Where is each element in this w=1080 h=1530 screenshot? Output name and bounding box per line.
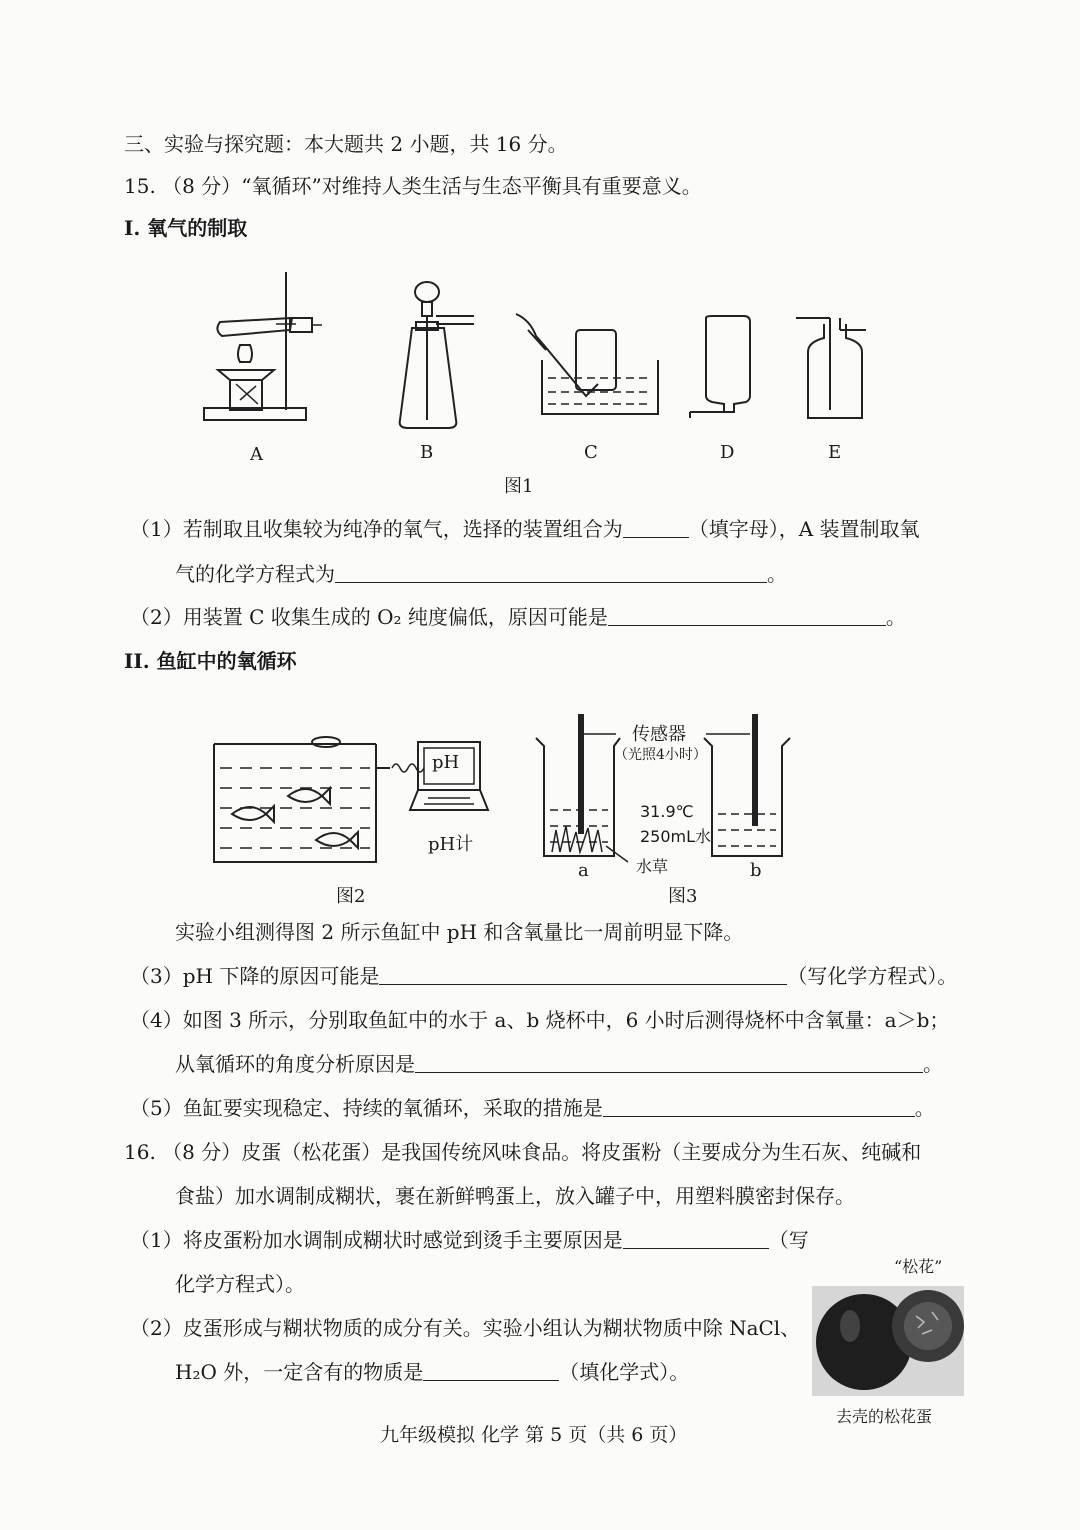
photo-top-label: “松花” — [894, 1257, 943, 1276]
q15-3-text: （3）pH 下降的原因可能是 — [130, 964, 380, 988]
beaker-a — [536, 714, 628, 862]
q16-2-line2 — [175, 1358, 689, 1386]
fig1-label-b: B — [420, 442, 434, 463]
q16-stem-line1: 16. （8 分）皮蛋（松花蛋）是我国传统风味食品。将皮蛋粉（主要成分为生石灰、纯碱和 — [124, 1140, 922, 1164]
answer-blank-q15-5[interactable] — [603, 1096, 915, 1117]
q15-1-end: 。 — [767, 562, 787, 586]
answer-blank-q16-1[interactable] — [623, 1228, 769, 1249]
q15-1-text-b: （填字母），A 装置制取氧 — [688, 517, 920, 541]
fish-tank — [214, 737, 424, 862]
part1-title: I. 氧气的制取 — [124, 216, 248, 240]
q16-stem-line2: 食盐）加水调制成糊状，裹在新鲜鸭蛋上，放入罐子中，用塑料膜密封保存。 — [175, 1184, 855, 1208]
fig2-caption: 图2 — [336, 886, 366, 907]
q15-stem: 15. （8 分）“氧循环”对维持人类生活与生态平衡具有重要意义。 — [124, 174, 702, 198]
q15-5-text: （5）鱼缸要实现稳定、持续的氧循环，采取的措施是 — [130, 1096, 603, 1120]
answer-blank-q15-3[interactable] — [379, 964, 787, 985]
q15-3-end: （写化学方程式）。 — [787, 964, 958, 988]
plant-label: 水草 — [636, 857, 669, 876]
beaker-a-label: a — [578, 860, 589, 881]
q15-4-line2 — [175, 1050, 943, 1078]
q15-5-line — [130, 1094, 935, 1122]
fig3-caption: 图3 — [668, 886, 698, 907]
q16-1-text-a: （1）将皮蛋粉加水调制成糊状时感觉到烫手主要原因是 — [130, 1228, 623, 1252]
q15-4-end: 。 — [923, 1052, 943, 1076]
experiment-intro: 实验小组测得图 2 所示鱼缸中 pH 和含氧量比一周前明显下降。 — [175, 920, 744, 944]
part2-title: II. 鱼缸中的氧循环 — [124, 649, 297, 673]
photo-caption: 去壳的松花蛋 — [836, 1407, 933, 1426]
q16-2-text-b: H₂O 外，一定含有的物质是 — [175, 1360, 424, 1384]
sensor-label: 传感器 — [632, 724, 686, 745]
light-label: （光照4小时） — [614, 747, 707, 763]
fig1-label-e: E — [828, 442, 842, 463]
q15-5-end: 。 — [914, 1096, 935, 1120]
q15-1-text-c: 气的化学方程式为 — [175, 562, 335, 586]
ph-meter-label: pH计 — [428, 834, 474, 855]
volume-label: 250mL水 — [640, 827, 712, 846]
q16-2-text-c: （填化学式）。 — [559, 1360, 690, 1384]
q16-2-line1: （2）皮蛋形成与糊状物质的成分有关。实验小组认为糊状物质中除 NaCl、 — [130, 1316, 801, 1340]
q15-3-line — [130, 962, 957, 990]
answer-blank-q16-2[interactable] — [423, 1360, 559, 1381]
ph-screen-text: pH — [432, 752, 460, 773]
beaker-b-label: b — [750, 860, 762, 881]
q15-4-line1: （4）如图 3 所示，分别取鱼缸中的水于 a、b 烧杯中，6 小时后测得烧杯中含氧量：a＞b； — [130, 1008, 950, 1032]
section-heading: 三、实验与探究题：本大题共 2 小题，共 16 分。 — [124, 132, 568, 156]
q15-4-text: 从氧循环的角度分析原因是 — [175, 1052, 415, 1076]
q15-1-text-a: （1）若制取且收集较为纯净的氧气，选择的装置组合为 — [130, 517, 623, 541]
q16-1-line1 — [130, 1226, 809, 1254]
fig1-label-c: C — [584, 442, 598, 463]
q15-2-end: 。 — [885, 605, 906, 629]
q16-1-line2: 化学方程式）。 — [175, 1272, 305, 1296]
egg-photo — [812, 1286, 964, 1396]
fig1-label-d: D — [720, 442, 735, 463]
answer-blank-q15-4[interactable] — [415, 1052, 923, 1073]
beaker-b — [704, 714, 790, 856]
temp-label: 31.9℃ — [640, 802, 694, 821]
page-footer: 九年级模拟 化学 第 5 页（共 6 页） — [380, 1424, 688, 1446]
fig1-label-a: A — [250, 444, 263, 465]
q16-1-text-b: （写 — [768, 1228, 809, 1252]
fig1-caption: 图1 — [504, 476, 534, 497]
q15-2-text: （2）用装置 C 收集生成的 O₂ 纯度偏低，原因可能是 — [130, 605, 608, 629]
